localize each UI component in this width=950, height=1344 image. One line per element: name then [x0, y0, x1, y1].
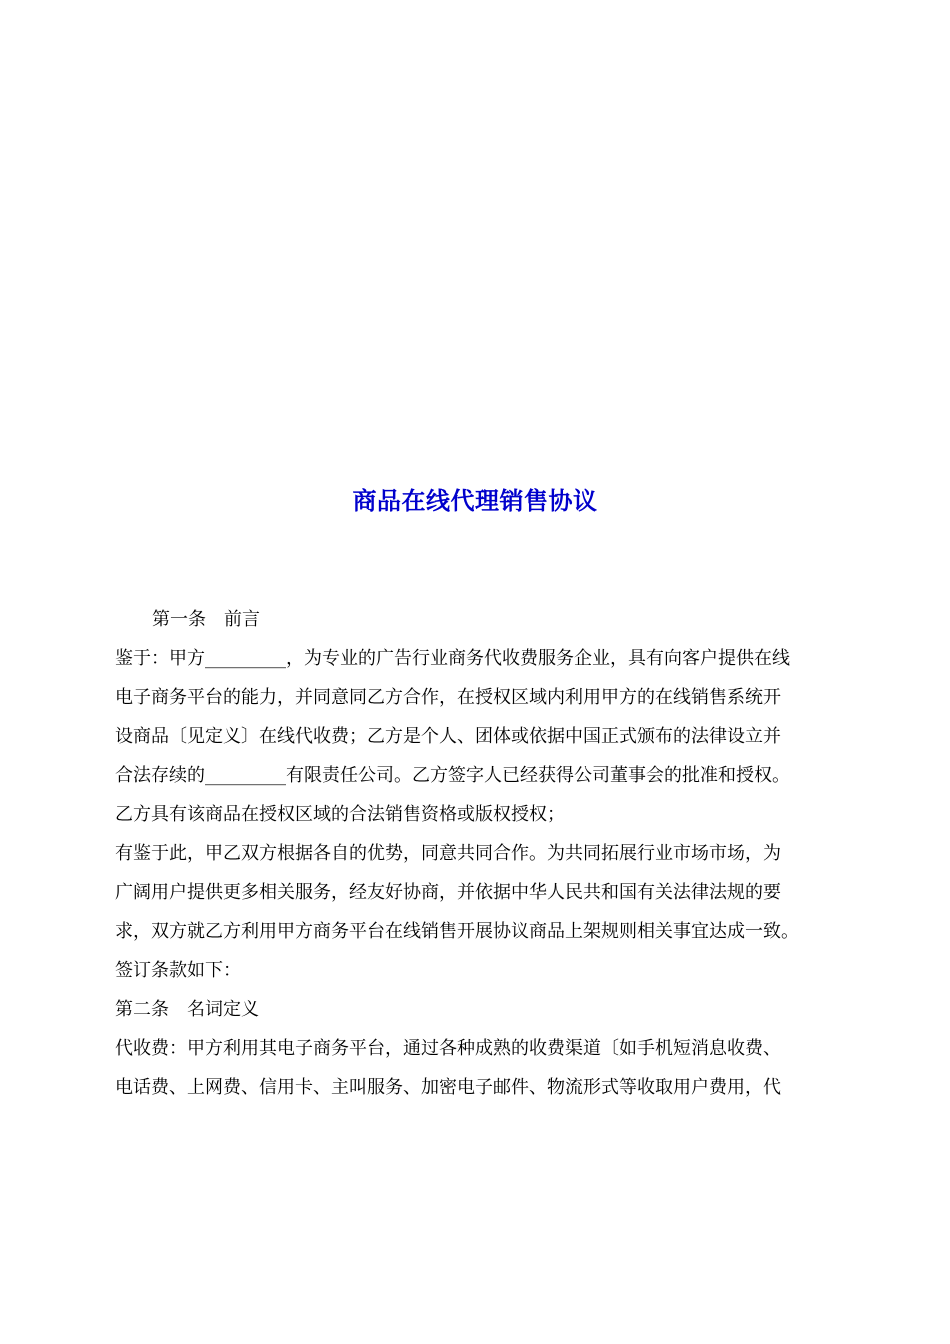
paragraph-line: 合法存续的_________有限责任公司。乙方签字人已经获得公司董事会的批准和授权。 [115, 765, 790, 786]
paragraph-line: 乙方具有该商品在授权区域的合法销售资格或版权授权； [115, 804, 565, 825]
document-title: 商品在线代理销售协议 [352, 487, 598, 515]
paragraph-line: 电子商务平台的能力，并同意同乙方合作，在授权区域内利用甲方的在线销售系统开 [115, 687, 781, 708]
paragraph-line: 有鉴于此，甲乙双方根据各自的优势，同意共同合作。为共同拓展行业市场市场，为 [115, 843, 781, 864]
paragraph-line: 广阔用户提供更多相关服务，经友好协商，并依据中华人民共和国有关法律法规的要 [115, 882, 781, 903]
paragraph-line: 代收费：甲方利用其电子商务平台，通过各种成熟的收费渠道〔如手机短消息收费、 [115, 1038, 781, 1059]
paragraph-line: 鉴于：甲方_________，为专业的广告行业商务代收费服务企业，具有向客户提供在线 [115, 648, 790, 669]
section-heading-2: 第二条 名词定义 [115, 999, 259, 1020]
paragraph-line: 求，双方就乙方利用甲方商务平台在线销售开展协议商品上架规则相关事宜达成一致。 [115, 921, 799, 942]
paragraph-line: 电话费、上网费、信用卡、主叫服务、加密电子邮件、物流形式等收取用户费用，代 [115, 1077, 781, 1098]
paragraph-line: 设商品〔见定义〕在线代收费；乙方是个人、团体或依据中国正式颁布的法律设立并 [115, 726, 781, 747]
document-body [115, 600, 855, 1107]
paragraph-line: 签订条款如下： [115, 960, 241, 981]
section-heading-1: 第一条 前言 [152, 609, 260, 630]
